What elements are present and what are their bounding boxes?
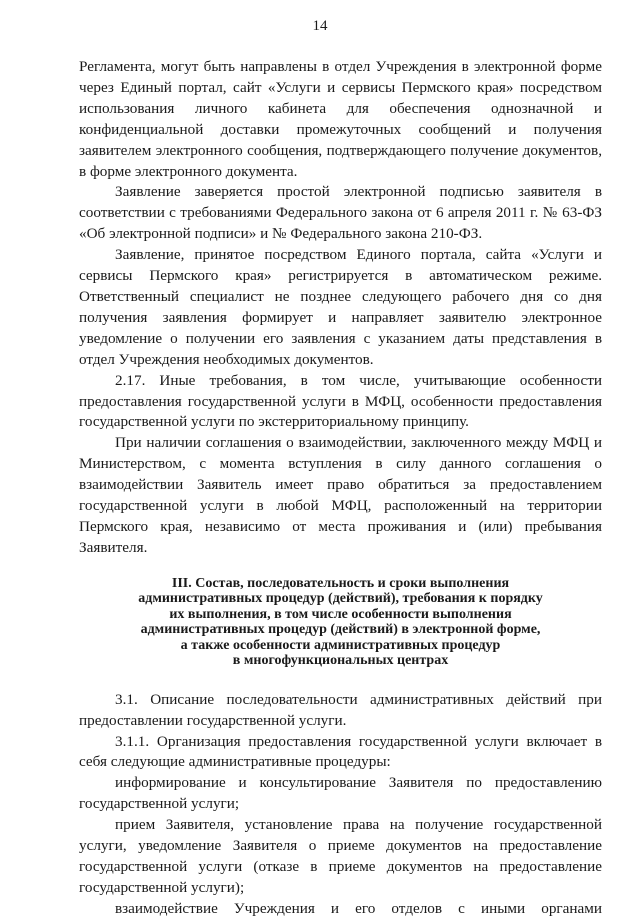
paragraph-mfc-agreement: При наличии соглашения о взаимодействии, заключенного между МФЦ и Министерством, с момента вступления в силу данного соглашения о взаимодействии Заявитель имеет право обратиться за предоставлением государственной услуги в любой МФЦ, расположенный на территории Пермского края, независимо от места проживания и (или) пребывания Заявителя. bbox=[79, 434, 602, 556]
paragraph-3-1: 3.1. Описание последовательности административных действий при предоставлении государственной услуги. bbox=[79, 690, 602, 729]
paragraph-informing: информирование и консультирование Заявителя по предоставлению государственной услуги; bbox=[79, 774, 602, 813]
section-heading-line: а также особенности административных процедур bbox=[180, 637, 501, 653]
page-number: 14 bbox=[312, 18, 328, 34]
section-heading-line: в многофункциональных центрах bbox=[232, 653, 449, 669]
document-body bbox=[79, 57, 602, 920]
paragraph-interaction: взаимодействие Учреждения и его отделов с иными органами bbox=[115, 899, 602, 917]
paragraph-portal-registration: Заявление, принятое посредством Единого портала, сайта «Услуги и сервисы Пермского края» регистрируется в автоматическом режиме. Ответственный специалист не позднее следующего рабочего дня со дня получения заявления формирует и направляет заявителю электронное уведомление о получении его заявления с указанием даты представления в отдел Учреждения необходимых документов. bbox=[79, 246, 602, 368]
paragraph-regulation-continuation: Регламента, могут быть направлены в отдел Учреждения в электронной форме через Единый портал, сайт «Услуги и сервисы Пермского края» посредством использования личного кабинета для обеспечения однозначной и конфиденциальной доставки промежуточных сообщений и получения заявителем электронного сообщения, подтверждающего получение документов, в форме электронного документа. bbox=[79, 58, 602, 180]
section-heading-line: административных процедур (действий) в электронной форме, bbox=[140, 622, 541, 638]
paragraph-electronic-signature: Заявление заверяется простой электронной подписью заявителя в соответствии с требованиями Федерального закона от 6 апреля 2011 г. № 63-ФЗ «Об электронной подписи» и № Федерального закона 210-ФЗ. bbox=[79, 183, 602, 243]
paragraph-2-17-requirements: 2.17. Иные требования, в том числе, учитывающие особенности предоставления государственной услуги в МФЦ, особенности предоставления государственной услуги по экстерриториальному принципу. bbox=[79, 371, 602, 431]
section-heading-line: административных процедур (действий), требования к порядку bbox=[138, 591, 543, 607]
paragraph-3-1-1: 3.1.1. Организация предоставления государственной услуги включает в себя следующие административные процедуры: bbox=[79, 732, 602, 771]
section-heading-iii bbox=[79, 576, 602, 669]
section-heading-line: III. Состав, последовательность и сроки выполнения bbox=[171, 575, 510, 591]
paragraph-reception: прием Заявителя, установление права на получение государственной услуги, уведомление Заявителя о приеме документов на предоставление государственной услуги (отказе в приеме документов на предоставление государственной услуги); bbox=[79, 816, 602, 896]
section-heading-line: их выполнения, в том числе особенности выполнения bbox=[169, 606, 512, 622]
